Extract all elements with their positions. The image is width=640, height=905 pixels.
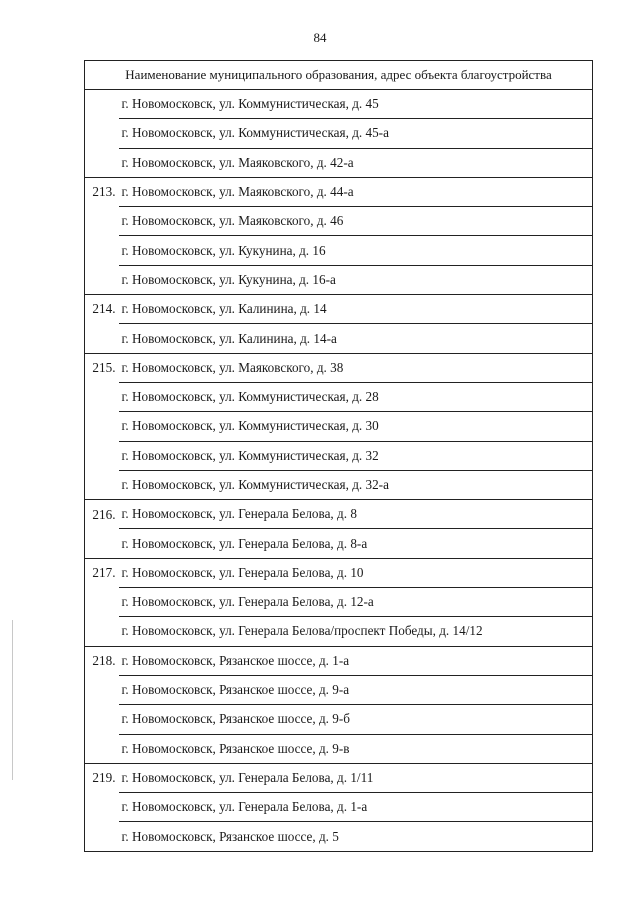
table-row — [85, 793, 593, 822]
table-row — [85, 441, 593, 470]
row-number-cell — [85, 412, 119, 441]
table-row — [85, 705, 593, 734]
table-row — [85, 90, 593, 119]
row-number-cell — [85, 822, 119, 851]
row-number-cell — [85, 675, 119, 704]
address-cell: г. Новомосковск, ул. Коммунистическая, д. 32 — [119, 441, 593, 470]
address-cell: г. Новомосковск, Рязанское шоссе, д. 1-а — [119, 646, 593, 675]
table-row — [85, 295, 593, 324]
table-row — [85, 558, 593, 587]
address-cell: г. Новомосковск, ул. Кукунина, д. 16 — [119, 236, 593, 265]
address-cell: г. Новомосковск, ул. Генерала Белова, д. 10 — [119, 558, 593, 587]
row-number-cell — [85, 588, 119, 617]
address-cell: г. Новомосковск, Рязанское шоссе, д. 9-б — [119, 705, 593, 734]
row-number-cell — [85, 529, 119, 558]
table-header: Наименование муниципального образования, адрес объекта благоустройства — [85, 61, 593, 90]
row-number-cell — [85, 236, 119, 265]
table-row — [85, 734, 593, 763]
table-row — [85, 236, 593, 265]
row-number-cell — [85, 324, 119, 353]
table-row — [85, 763, 593, 792]
address-table-container — [84, 60, 592, 852]
row-number-cell — [85, 382, 119, 411]
address-table — [84, 60, 593, 852]
row-number-cell: 214. — [85, 295, 119, 324]
address-cell: г. Новомосковск, ул. Генерала Белова, д. 1/11 — [119, 763, 593, 792]
row-number-cell — [85, 148, 119, 177]
table-row — [85, 470, 593, 499]
address-cell: г. Новомосковск, ул. Генерала Белова, д. 8 — [119, 500, 593, 529]
row-number-cell: 218. — [85, 646, 119, 675]
address-cell: г. Новомосковск, ул. Коммунистическая, д. 28 — [119, 382, 593, 411]
scan-margin-mark — [12, 620, 13, 780]
address-cell: г. Новомосковск, Рязанское шоссе, д. 9-а — [119, 675, 593, 704]
address-cell: г. Новомосковск, ул. Генерала Белова/проспект Победы, д. 14/12 — [119, 617, 593, 646]
row-number-cell: 216. — [85, 500, 119, 529]
row-number-cell — [85, 793, 119, 822]
address-cell: г. Новомосковск, ул. Коммунистическая, д. 32-а — [119, 470, 593, 499]
row-number-cell: 215. — [85, 353, 119, 382]
address-cell: г. Новомосковск, ул. Маяковского, д. 42-а — [119, 148, 593, 177]
table-header-row — [85, 61, 593, 90]
row-number-cell — [85, 441, 119, 470]
table-row — [85, 148, 593, 177]
row-number-cell — [85, 705, 119, 734]
address-cell: г. Новомосковск, ул. Генерала Белова, д. 8-а — [119, 529, 593, 558]
page-number: 84 — [313, 30, 327, 45]
row-number-cell — [85, 617, 119, 646]
address-cell: г. Новомосковск, Рязанское шоссе, д. 5 — [119, 822, 593, 851]
address-cell: г. Новомосковск, ул. Генерала Белова, д. 1-а — [119, 793, 593, 822]
address-cell: г. Новомосковск, ул. Калинина, д. 14 — [119, 295, 593, 324]
table-row — [85, 646, 593, 675]
row-number-cell — [85, 119, 119, 148]
row-number-cell: 217. — [85, 558, 119, 587]
row-number-cell — [85, 265, 119, 294]
address-cell: г. Новомосковск, ул. Коммунистическая, д. 45 — [119, 90, 593, 119]
table-row — [85, 675, 593, 704]
table-row — [85, 265, 593, 294]
table-row — [85, 177, 593, 206]
table-row — [85, 353, 593, 382]
address-cell: г. Новомосковск, ул. Кукунина, д. 16-а — [119, 265, 593, 294]
address-cell: г. Новомосковск, ул. Маяковского, д. 38 — [119, 353, 593, 382]
address-cell: г. Новомосковск, ул. Коммунистическая, д. 45-а — [119, 119, 593, 148]
row-number-cell — [85, 207, 119, 236]
address-cell: г. Новомосковск, Рязанское шоссе, д. 9-в — [119, 734, 593, 763]
row-number-cell — [85, 90, 119, 119]
table-row — [85, 412, 593, 441]
table-row — [85, 617, 593, 646]
table-body — [85, 90, 593, 852]
address-cell: г. Новомосковск, ул. Генерала Белова, д. 12-а — [119, 588, 593, 617]
address-cell: г. Новомосковск, ул. Калинина, д. 14-а — [119, 324, 593, 353]
table-row — [85, 588, 593, 617]
address-cell: г. Новомосковск, ул. Коммунистическая, д. 30 — [119, 412, 593, 441]
table-row — [85, 500, 593, 529]
row-number-cell: 213. — [85, 177, 119, 206]
address-cell: г. Новомосковск, ул. Маяковского, д. 46 — [119, 207, 593, 236]
address-cell: г. Новомосковск, ул. Маяковского, д. 44-а — [119, 177, 593, 206]
row-number-cell: 219. — [85, 763, 119, 792]
table-row — [85, 382, 593, 411]
table-row — [85, 822, 593, 851]
table-row — [85, 207, 593, 236]
table-row — [85, 119, 593, 148]
row-number-cell — [85, 734, 119, 763]
row-number-cell — [85, 470, 119, 499]
table-row — [85, 324, 593, 353]
table-row — [85, 529, 593, 558]
